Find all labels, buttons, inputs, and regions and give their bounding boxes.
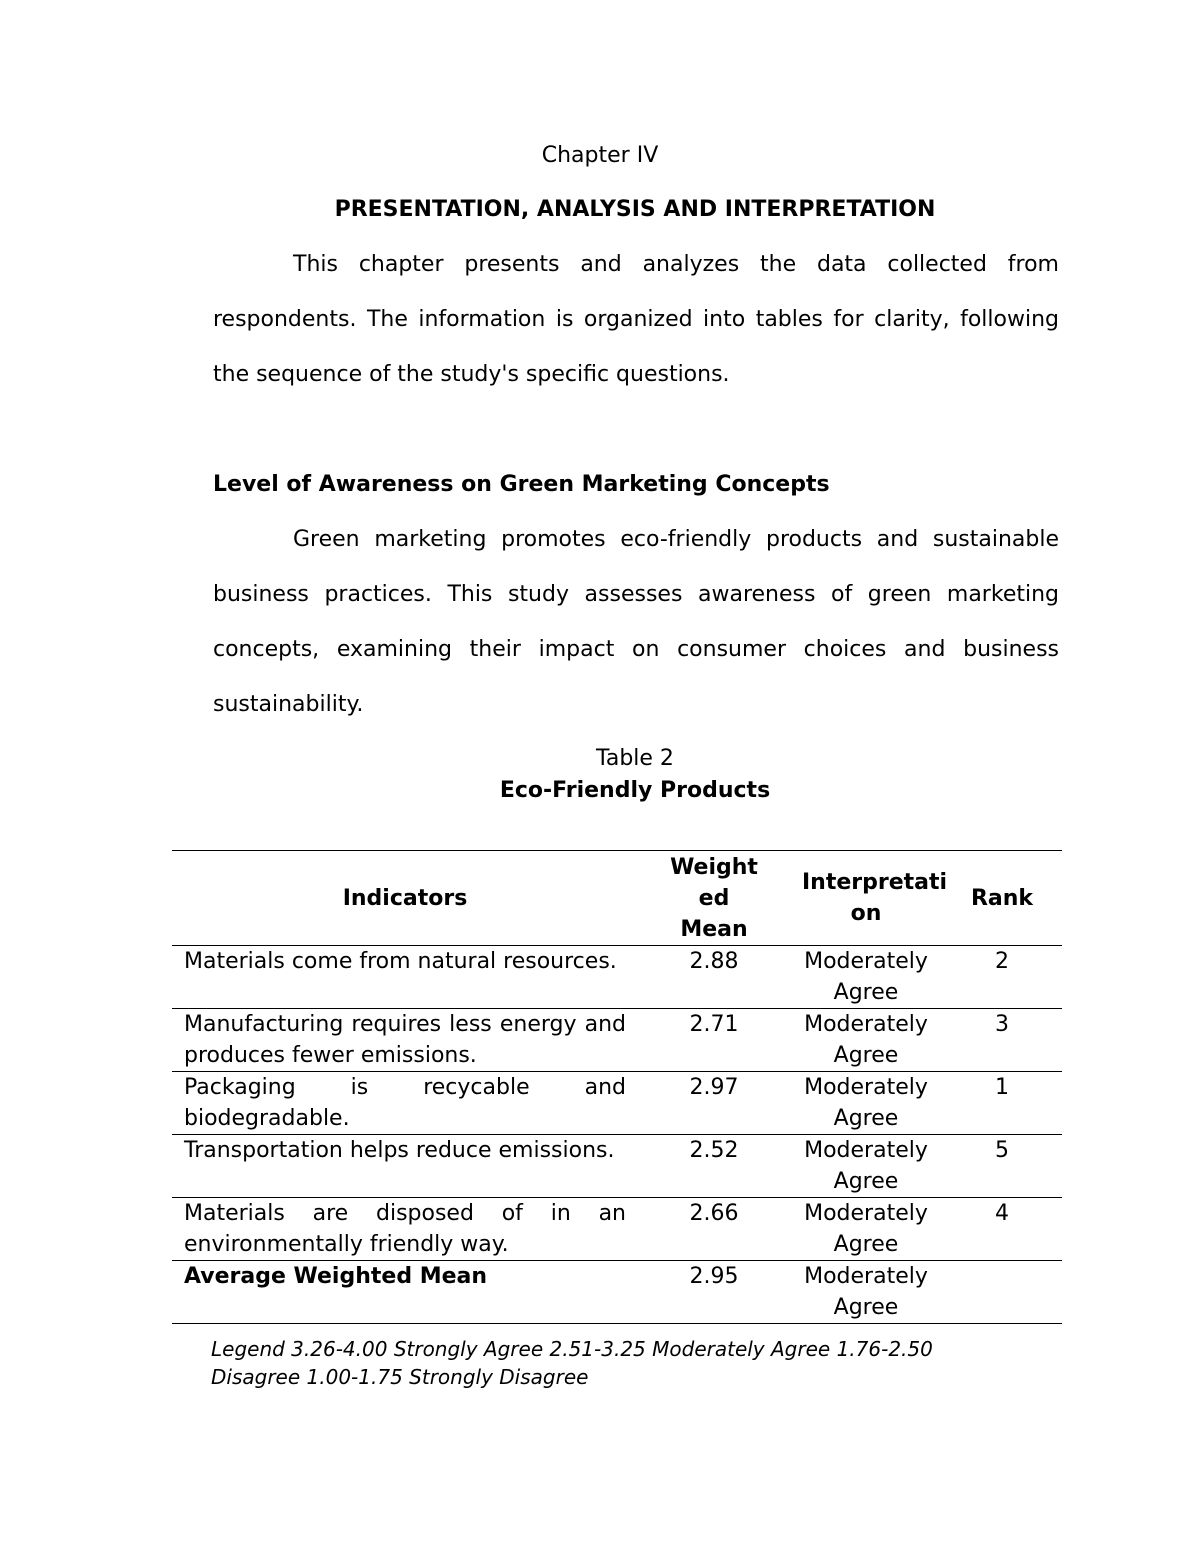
section-paragraph-text: Green marketing promotes eco-friendly products and sustainable business practices. This study assesses awareness of green marketing concepts, examining their impact on consumer choices and business sustainability. — [213, 527, 1059, 717]
interpretation-cell: Moderately Agree — [804, 949, 928, 1005]
table-row — [172, 1198, 1062, 1261]
table-row — [172, 1072, 1062, 1135]
header-rank: Rank — [970, 885, 1034, 911]
indicator-cell: Materials come from natural resources. — [184, 949, 617, 974]
chapter-heading: PRESENTATION, ANALYSIS AND INTERPRETATION — [334, 197, 936, 222]
rank-cell: 4 — [995, 1201, 1009, 1226]
average-interpretation: Moderately Agree — [804, 1264, 928, 1320]
indicator-cell: Materials are disposed of in an environmentally friendly way. — [184, 1201, 626, 1257]
table-row — [172, 1135, 1062, 1198]
table-row — [172, 946, 1062, 1009]
weighted-mean-cell: 2.66 — [689, 1201, 739, 1226]
rank-cell: 3 — [995, 1012, 1009, 1037]
indicator-cell: Manufacturing requires less energy and produces fewer emissions. — [184, 1012, 626, 1068]
rank-cell: 1 — [995, 1075, 1009, 1100]
table-legend: Legend 3.26-4.00 Strongly Agree 2.51-3.25 Moderately Agree 1.76-2.50 Disagree 1.00-1.75 Strongly Disagree — [211, 1337, 933, 1389]
section-paragraph — [213, 512, 1059, 732]
weighted-mean-cell: 2.52 — [689, 1138, 739, 1163]
weighted-mean-cell: 2.97 — [689, 1075, 739, 1100]
table-row — [172, 1009, 1062, 1072]
interpretation-cell: Moderately Agree — [804, 1138, 928, 1194]
header-weighted-mean: Weight ed Mean — [670, 854, 758, 942]
average-rank — [942, 1261, 1062, 1324]
average-row — [172, 1261, 1062, 1324]
intro-paragraph-text: This chapter presents and analyzes the data collected from respondents. The information is organized into tables for clarity, following the sequence of the study's specific questions. — [213, 252, 1059, 387]
chapter-label: Chapter IV — [541, 143, 659, 168]
eco-friendly-products-table — [172, 850, 1062, 1324]
table-number: Table 2 — [596, 746, 674, 771]
interpretation-cell: Moderately Agree — [804, 1012, 928, 1068]
table-title: Eco-Friendly Products — [499, 778, 771, 803]
average-label: Average Weighted Mean — [184, 1264, 488, 1289]
indicator-cell: Transportation helps reduce emissions. — [184, 1138, 615, 1163]
rank-cell: 5 — [995, 1138, 1009, 1163]
weighted-mean-cell: 2.71 — [689, 1012, 739, 1037]
weighted-mean-cell: 2.88 — [689, 949, 739, 974]
section-heading: Level of Awareness on Green Marketing Concepts — [213, 472, 830, 497]
interpretation-cell: Moderately Agree — [804, 1201, 928, 1257]
intro-paragraph — [213, 237, 1059, 402]
rank-cell: 2 — [995, 949, 1009, 974]
header-indicators: Indicators — [342, 885, 468, 911]
average-weighted-mean: 2.95 — [689, 1264, 739, 1289]
interpretation-cell: Moderately Agree — [804, 1075, 928, 1131]
header-interpretation: Interpretati on — [802, 870, 948, 926]
indicator-cell: Packaging is recycable and biodegradable. — [184, 1075, 626, 1131]
table-header-row — [172, 851, 1062, 946]
